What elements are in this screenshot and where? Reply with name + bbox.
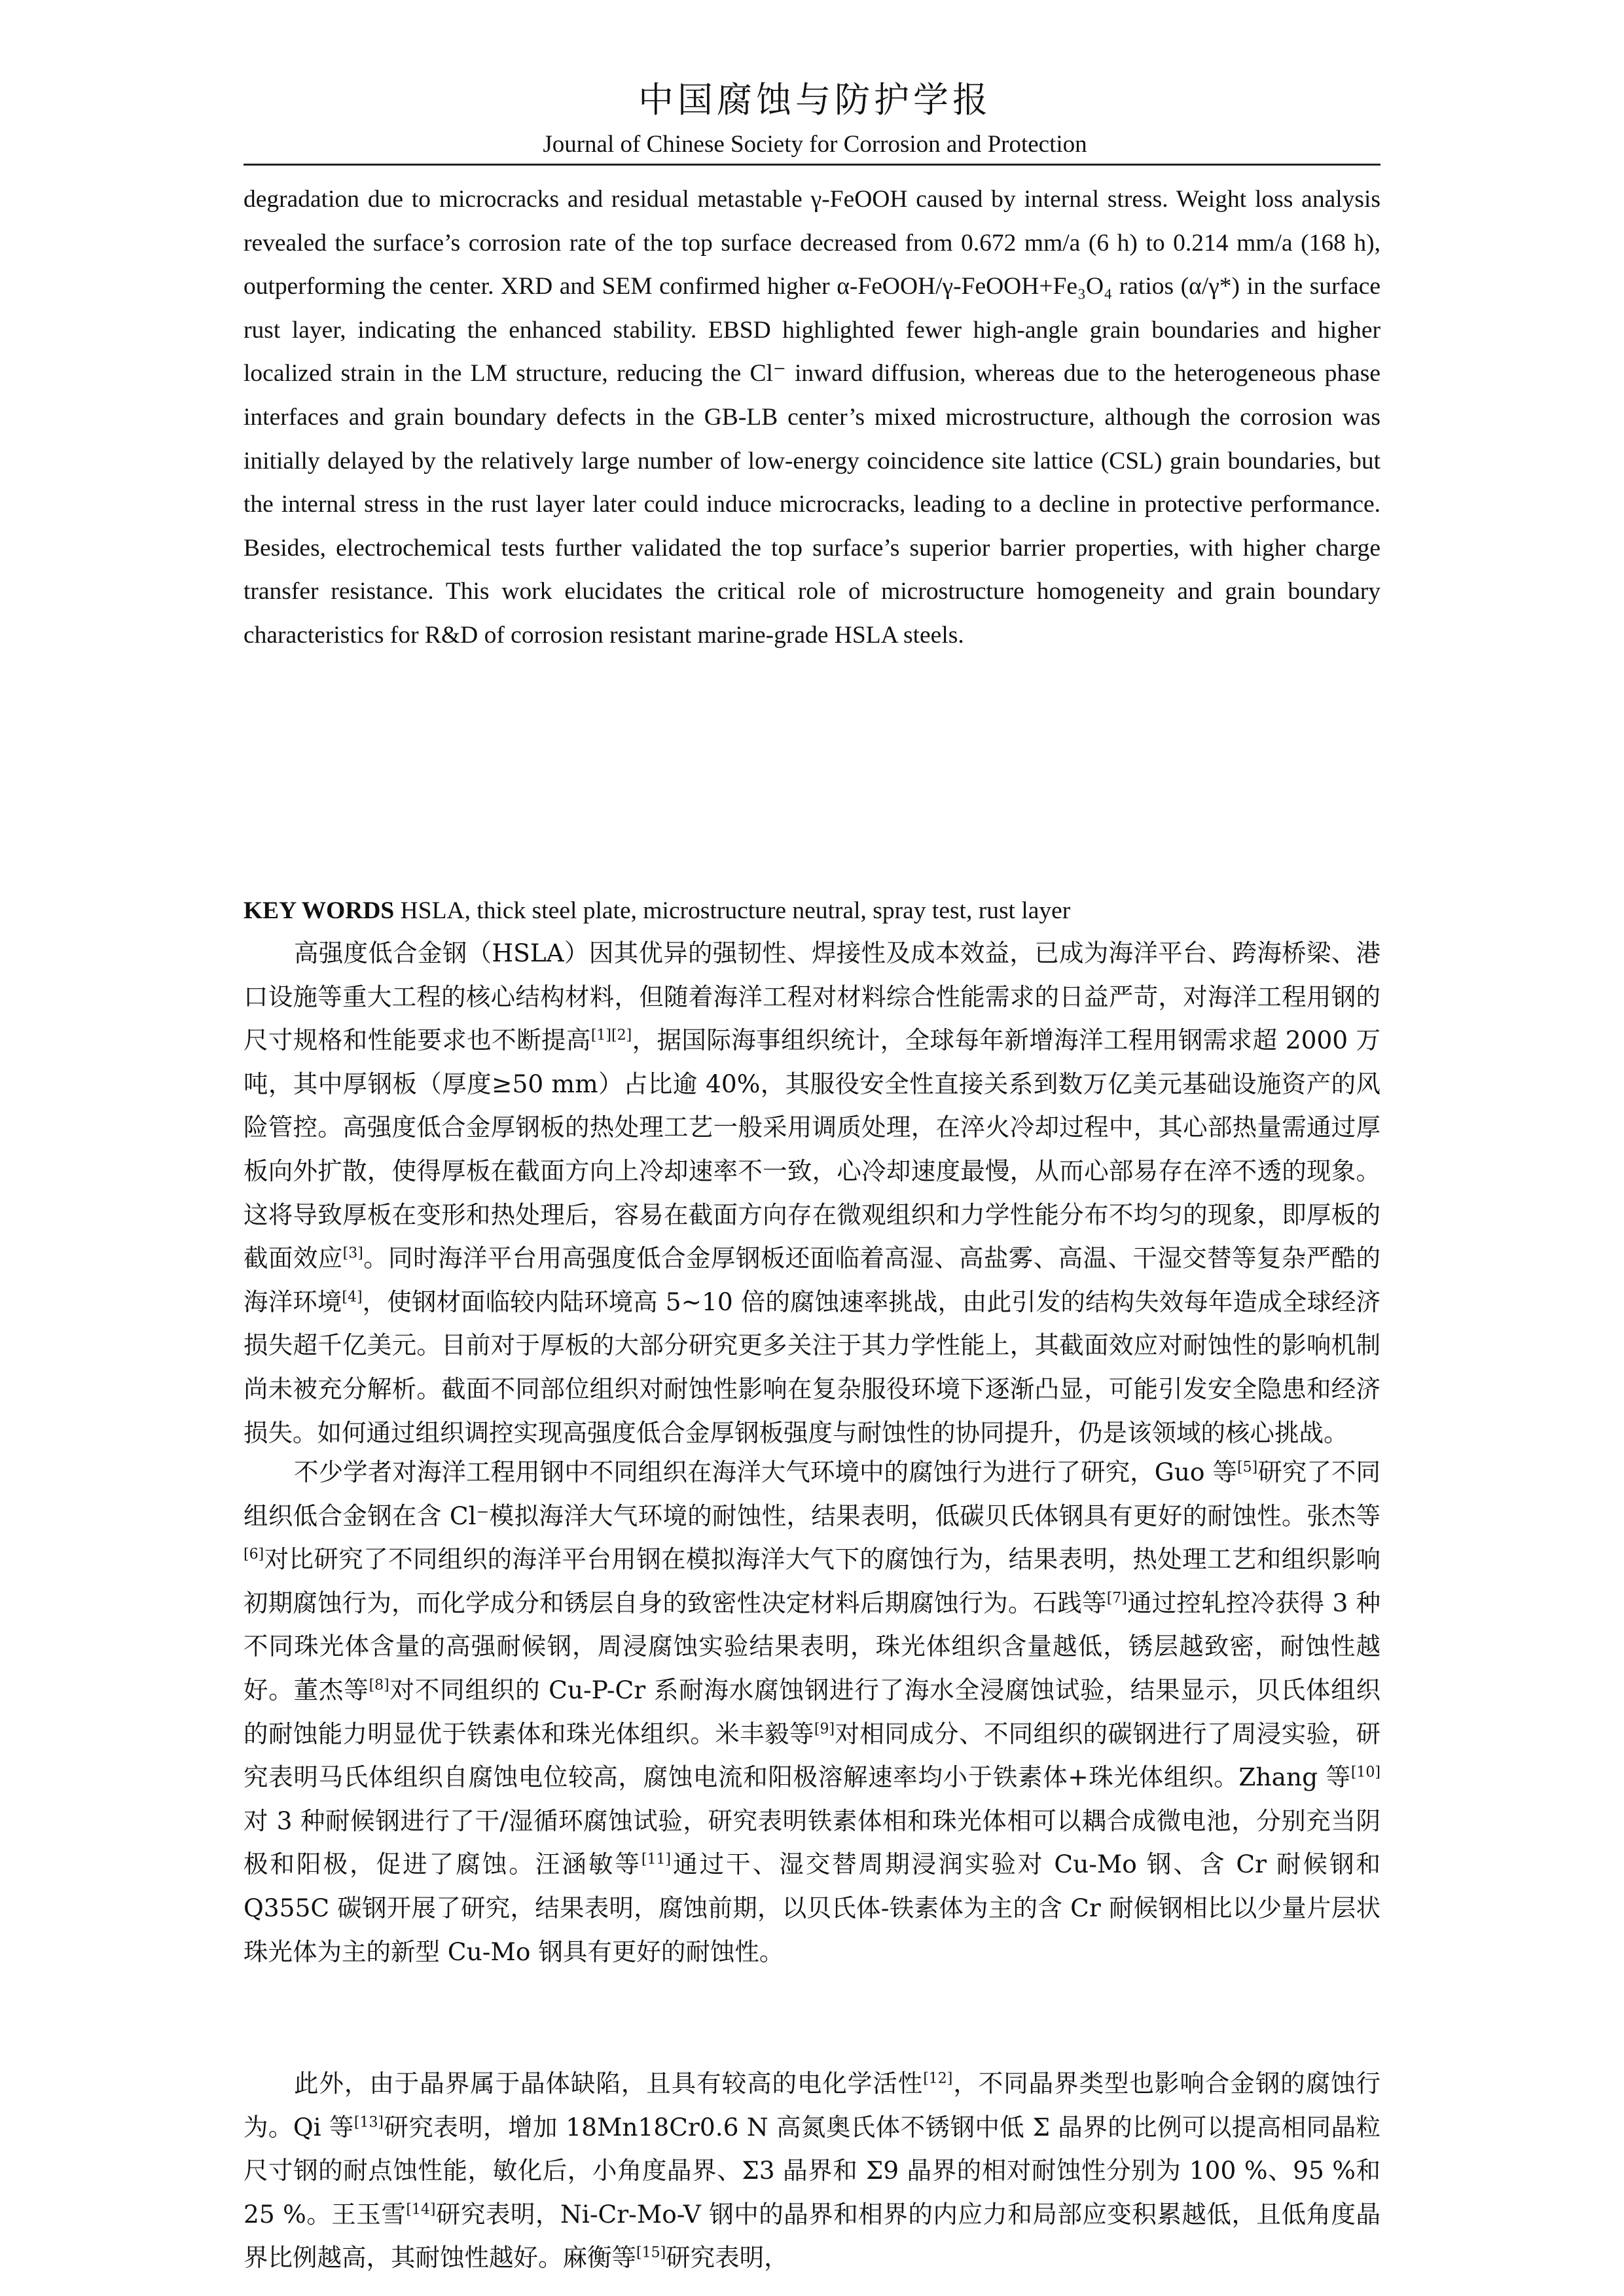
text-span: 研究表明，增加 18Mn18Cr0.6 N 高氮奥氏体不锈钢中低 Σ 晶界的比例可以提高相同晶粒尺寸钢的耐点蚀性能，敏化后，小角度晶界、Σ3 晶界和 Σ9 晶界的相对耐蚀性分别为 100 %、95 %和 25 %。王玉雪 <box>244 2112 1380 2229</box>
journal-title-en: Journal of Chinese Society for Corrosion and Protection <box>543 131 1087 158</box>
citation-ref: [1][2] <box>590 1027 632 1044</box>
text-span: 不少学者对海洋工程用钢中不同组织在海洋大气环境中的腐蚀行为进行了研究，Guo 等 <box>294 1458 1237 1486</box>
text-span: 研究表明，Ni-Cr-Mo-V 钢中的晶界和相界的内应力和局部应变积累越低，且低角度晶界比例越高，其耐蚀性越好。麻衡等 <box>244 2199 1380 2272</box>
text-span: 此外，由于晶界属于晶体缺陷，且具有较高的电化学活性 <box>294 2069 924 2098</box>
paragraph-grain-boundary <box>244 2062 1380 2280</box>
text-span: 通过干、湿交替周期浸润实验对 Cu-Mo 钢、含 Cr 耐候钢和 Q355C 碳钢开展了研究，结果表明，腐蚀前期，以贝氏体-铁素体为主的含 Cr 耐候钢相比以少量片层状珠光体为主的新型 Cu-Mo 钢具有更好的耐蚀性。 <box>244 1850 1380 1966</box>
keywords-line <box>244 889 1380 933</box>
citation-ref: [13] <box>353 2114 384 2131</box>
citation-ref: [5] <box>1237 1459 1258 1476</box>
text-span: 。同时海洋平台用高强度低合金厚钢板还面临着高湿、高盐雾、高温、干湿交替等复杂严酷的海洋环境 <box>244 1244 1381 1316</box>
citation-ref: [4] <box>342 1289 363 1306</box>
header-rule <box>244 164 1380 166</box>
citation-ref: [14] <box>406 2201 436 2218</box>
paragraph-intro <box>244 931 1380 1454</box>
text-span: 对 3 种耐候钢进行了干/湿循环腐蚀试验，研究表明铁素体相和珠光体相可以耦合成微电池，分别充当阴极和阳极，促进了腐蚀。汪涵敏等 <box>244 1806 1380 1879</box>
citation-ref: [12] <box>923 2070 953 2087</box>
text-span: 通过控轧控冷获得 3 种不同珠光体含量的高强耐候钢，周浸腐蚀实验结果表明，珠光体组织含量越低，锈层越致密，耐蚀性越好。董杰等 <box>244 1588 1381 1704</box>
text-span: ，使钢材面临较内陆环境高 5~10 倍的腐蚀速率挑战，由此引发的结构失效每年造成全球经济损失超千亿美元。目前对于厚板的大部分研究更多关注于其力学性能上，其截面效应对耐蚀性的影响机制尚未被充分解析。截面不同部位组织对耐蚀性影响在复杂服役环境下逐渐凸显，可能引发安全隐患和经济损失。如何通过组织调控实现高强度低合金厚钢板强度与耐蚀性的协同提升，仍是该领域的核心挑战。 <box>244 1287 1381 1447</box>
text-span: 对相同成分、不同组织的碳钢进行了周浸实验，研究表明马氏体组织自腐蚀电位较高，腐蚀电流和阳极溶解速率均小于铁素体+珠光体组织。Zhang 等 <box>244 1719 1381 1792</box>
text-span: 研究表明， <box>666 2243 789 2272</box>
citation-ref: [15] <box>636 2244 666 2261</box>
citation-ref: [6] <box>244 1546 264 1563</box>
text-span: ，据国际海事组织统计，全球每年新增海洋工程用钢需求超 2000 万吨，其中厚钢板（厚度≥50 mm）占比逾 40%，其服役安全性直接关系到数万亿美元基础设施资产的风险管控。高强度低合金厚钢板的热处理工艺一般采用调质处理，在淬火冷却过程中，其心部热量需通过厚板向外扩散，使得厚板在截面方向上冷却速率不一致，心冷却速度最慢，从而心部易存在淬不透的现象。这将导致厚板在变形和热处理后，容易在截面方向存在微观组织和力学性能分布不均匀的现象，即厚板的截面效应 <box>244 1026 1380 1273</box>
text-span: 对比研究了不同组织的海洋平台用钢在模拟海洋大气下的腐蚀行为，结果表明，热处理工艺和组织影响初期腐蚀行为，而化学成分和锈层自身的致密性决定材料后期腐蚀行为。石践等 <box>244 1545 1380 1617</box>
text-span: ，不同晶界类型也影响合金钢的腐蚀行为。Qi 等 <box>244 2069 1381 2142</box>
text-span: 对不同组织的 Cu-P-Cr 系耐海水腐蚀钢进行了海水全浸腐蚀试验，结果显示，贝氏体组织的耐蚀能力明显优于铁素体和珠光体组织。米丰毅等 <box>244 1675 1381 1748</box>
citation-ref: [3] <box>342 1245 363 1262</box>
keywords-label: KEY WORDS <box>244 897 395 924</box>
citation-ref: [8] <box>369 1677 389 1694</box>
text-span: 高强度低合金钢（HSLA）因其优异的强韧性、焊接性及成本效益，已成为海洋平台、跨海桥梁、港口设施等重大工程的核心结构材料，但随着海洋工程对材料综合性能需求的日益严苛，对海洋工程用钢的尺寸规格和性能要求也不断提高 <box>244 939 1380 1055</box>
abstract-text: degradation due to microcracks and residual metastable γ-FeOOH caused by internal stress. Weight loss analysis revealed the surface’s corrosion rate of the top surface decreased from 0.672 mm/a (6 h) to 0.214 mm/a (168 h), outperforming the center. XRD and SEM confirmed higher α-FeOOH/γ-FeOOH+Fe₃O₄ ratios (α/γ*) in the surface rust layer, indicating the enhanced stability. EBSD highlighted fewer high-angle grain boundaries and higher localized strain in the LM structure, reducing the Cl⁻ inward diffusion, whereas due to the heterogeneous phase interfaces and grain boundary defects in the GB-LB center’s mixed microstructure, although the corrosion was initially delayed by the relatively large number of low-energy coincidence site lattice (CSL) grain boundaries, but the internal stress in the rust layer later could induce microcracks, leading to a decline in protective performance. Besides, electrochemical tests further validated the top surface’s superior barrier properties, with higher charge transfer resistance. This work elucidates the critical role of microstructure homogeneity and grain boundary characteristics for R&D of corrosion resistant marine-grade HSLA steels. <box>244 186 1380 649</box>
paragraph-microstructure-studies <box>244 1450 1380 1973</box>
citation-ref: [11] <box>641 1851 672 1868</box>
journal-title-cn: 中国腐蚀与防护学报 <box>638 79 992 120</box>
text-span: 研究了不同组织低合金钢在含 Cl⁻模拟海洋大气环境的耐蚀性，结果表明，低碳贝氏体钢具有更好的耐蚀性。张杰等 <box>244 1458 1380 1530</box>
citation-ref: [10] <box>1350 1764 1380 1781</box>
citation-ref: [7] <box>1106 1590 1127 1607</box>
citation-ref: [9] <box>814 1721 835 1738</box>
keywords-text: HSLA, thick steel plate, microstructure neutral, spray test, rust layer <box>394 897 1071 924</box>
